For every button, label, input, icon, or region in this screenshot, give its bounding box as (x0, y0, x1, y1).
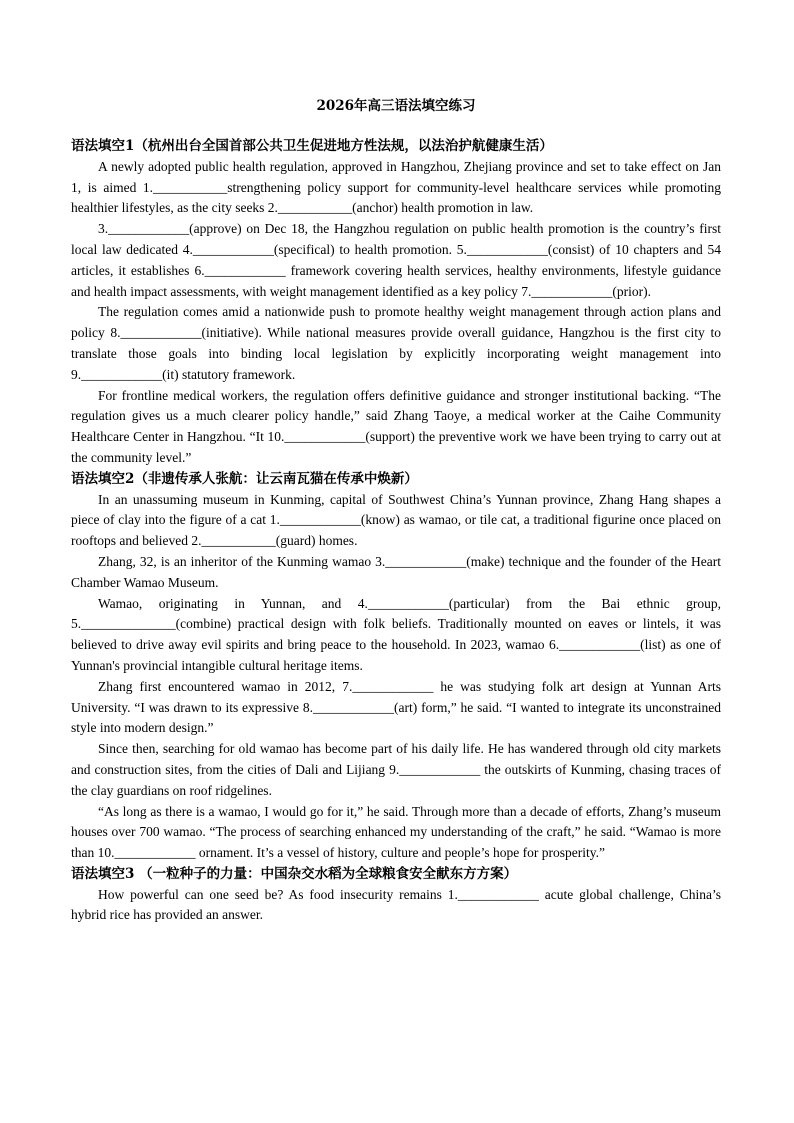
paragraph: 3.____________(approve) on Dec 18, the Hangzhou regulation on public health promotion is the country’s first local law dedicated 4.____________(specifical) to health promotion. 5.____________(consist) of 10 chapters and 54 articles, it establishes 6.____________ framework covering health services, healthy environments, lifestyle guidance and health impact assessments, with weight management identified as a key policy 7.____________(prior). (71, 221, 721, 299)
paragraph: How powerful can one seed be? As food insecurity remains 1.____________ acute global challenge, China’s hybrid rice has provided an answer. (71, 886, 721, 923)
exercise-section-2 (71, 469, 721, 864)
paragraph: The regulation comes amid a nationwide push to promote healthy weight management through action plans and policy 8.____________(initiative). While national measures provide overall guidance, Hangzhou is the first city to translate those goals into binding local legislation by explicitly incorporating weight management into 9.____________(it) statutory framework. (71, 304, 721, 382)
section-heading: 语法填空3 （一粒种子的力量：中国杂交水稻为全球粮食安全献东方方案） (71, 865, 518, 882)
paragraph: A newly adopted public health regulation, approved in Hangzhou, Zhejiang province and set to take effect on Jan 1, is aimed 1.___________strengthening policy support for community-level healthcare services while promoting healthier lifestyles, as the city seeks 2.___________(anchor) health promotion in law. (71, 158, 721, 216)
section-heading: 语法填空1（杭州出台全国首部公共卫生促进地方性法规，以法治护航健康生活） (71, 138, 553, 154)
paragraph: Wamao, originating in Yunnan, and 4.____________(particular) from the Bai ethnic group, 5.______________(combine) practical design with folk beliefs. Traditionally mounted on eaves or lintels, it was believed to drive away evil spirits and bring peace to the household. In 2023, wamao 6.____________(list) as one of Yunnan's provincial intangible cultural heritage items. (71, 595, 721, 673)
document-page (71, 96, 721, 926)
paragraph: “As long as there is a wamao, I would go for it,” he said. Through more than a decade of efforts, Zhang’s museum houses over 700 wamao. “The process of searching enhanced my understanding of the craft,” he said. “Wamao is more than 10.____________ ornament. It’s a vessel of history, culture and people’s hope for prosperity.” (71, 803, 721, 861)
document-title: 2026年高三语法填空练习 (316, 98, 476, 114)
exercise-section-3 (71, 864, 721, 926)
section-heading: 语法填空2（非遗传承人张航：让云南瓦猫在传承中焕新） (71, 470, 418, 487)
paragraph: For frontline medical workers, the regulation offers definitive guidance and stronger institutional backing. “The regulation gives us a much clearer policy handle,” said Zhang Taoye, a medical worker at the Caihe Community Healthcare Center in Hangzhou. “It 10.____________(support) the preventive work we have been trying to carry out at the community level.” (71, 387, 721, 465)
paragraph: Zhang, 32, is an inheritor of the Kunming wamao 3.____________(make) technique and the founder of the Heart Chamber Wamao Museum. (71, 553, 721, 590)
paragraph: Zhang first encountered wamao in 2012, 7.____________ he was studying folk art design at Yunnan Arts University. “I was drawn to its expressive 8.____________(art) form,” he said. “I wanted to integrate its unconstrained style into modern design.” (71, 678, 721, 736)
paragraph: In an unassuming museum in Kunming, capital of Southwest China’s Yunnan province, Zhang Hang shapes a piece of clay into the figure of a cat 1.____________(know) as wamao, or tile cat, a traditional figurine once placed on rooftops and believed 2.___________(guard) homes. (71, 491, 721, 549)
exercise-section-1 (71, 136, 721, 469)
paragraph: Since then, searching for old wamao has become part of his daily life. He has wandered through old city markets and construction sites, from the cities of Dali and Lijiang 9.____________ the outskirts of Kunming, chasing traces of the clay guardians on roof ridgelines. (71, 741, 721, 798)
